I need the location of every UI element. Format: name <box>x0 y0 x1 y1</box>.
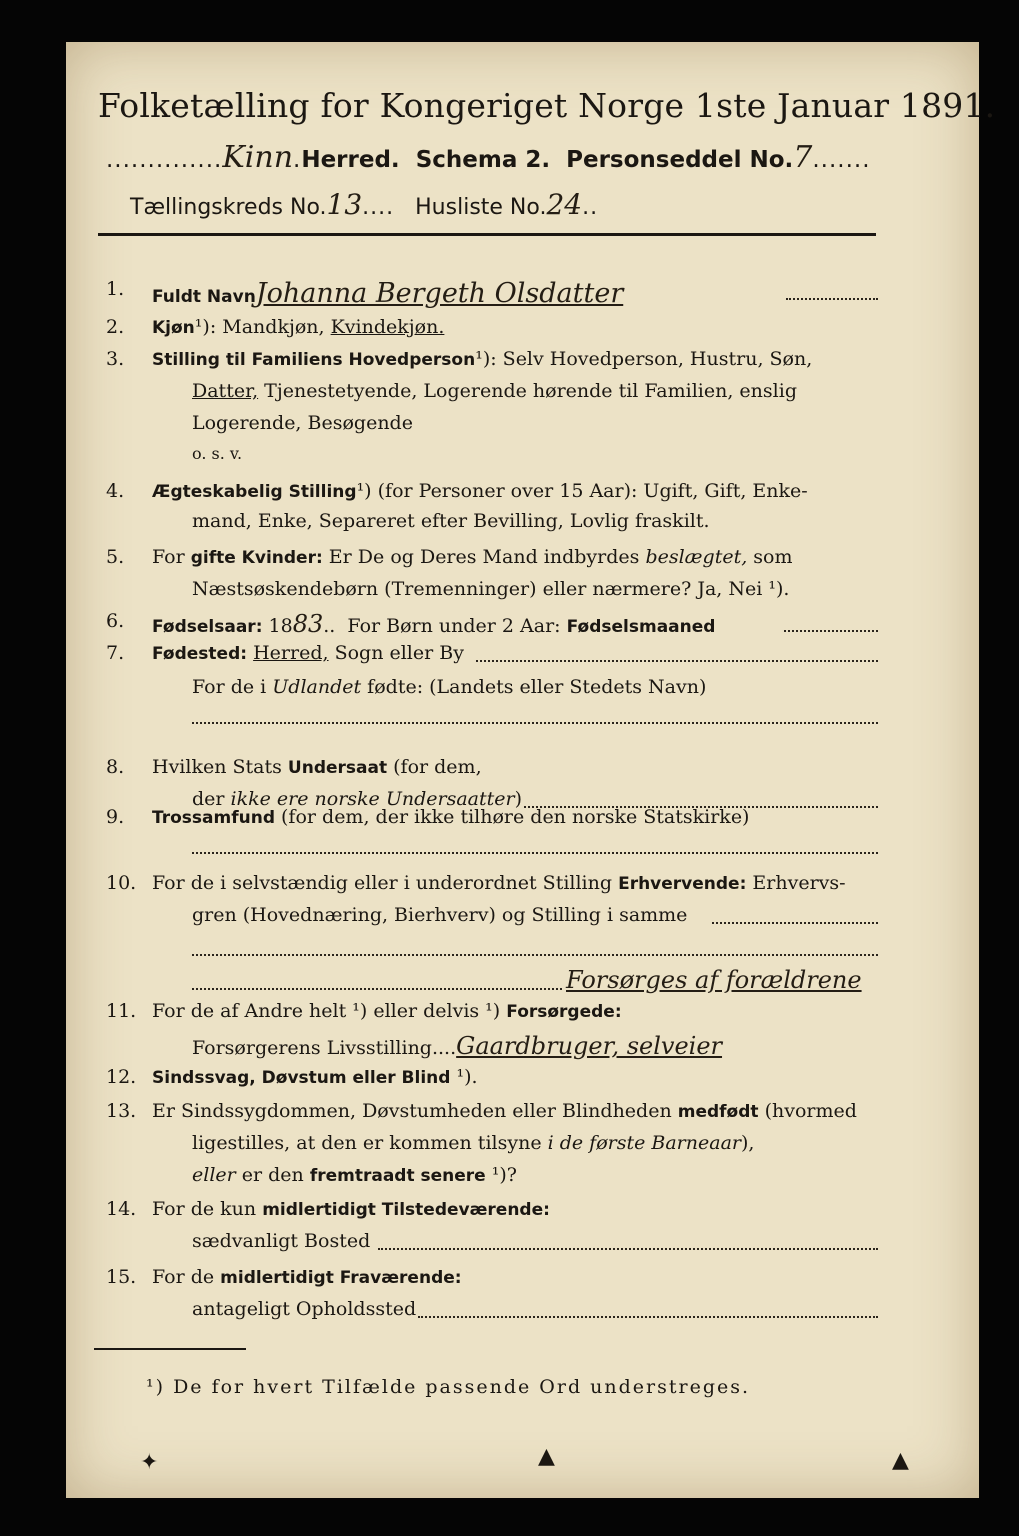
supporter-value: Gaardbruger, selveier <box>456 1032 723 1060</box>
birthplace-label: Fødested: <box>152 644 248 664</box>
birth-year-label: Fødselsaar: <box>152 617 263 637</box>
husliste-value: 24 <box>546 188 583 221</box>
full-name-label: Fuldt Navn <box>152 287 256 307</box>
registration-mark: ✦ <box>140 1450 159 1475</box>
birthplace-selected: Herred, <box>253 642 329 664</box>
kreds-value: 13 <box>326 188 363 221</box>
family-position-selected: Datter, <box>192 380 259 402</box>
dotted-line <box>192 988 562 990</box>
header-rule <box>98 233 876 236</box>
registration-mark: ▲ <box>892 1448 909 1473</box>
footnote: ¹) De for hvert Tilfælde passende Ord understreges. <box>146 1376 751 1398</box>
marital-label: Ægteskabelig Stilling <box>152 482 357 502</box>
herred-value: Kinn <box>222 140 294 175</box>
dotted-line <box>418 1316 878 1318</box>
family-position-label: Stilling til Familiens Hovedperson <box>152 350 476 370</box>
census-form: Folketælling for Kongeriget Norge 1ste Januar 1891. ..............Kinn.Herred. Schema 2. Personseddel No.7....... Tællingskreds No.13.... Husliste No.24.. 1. Fuldt NavnJohanna Bergeth Olsdatter 2. Kjøn¹): Mandkjøn, Kvindekjøn. 3. Stilling til Familiens Hovedperson¹): Selv Hovedperson, Hustru, Søn, Datter, Tjenestetyende, Logerende hørende til Familien, enslig Logerende, Besøgende o. s. v. 4. Ægteskabelig Stilling¹) (for Personer over 15 Aar): Ugift, Gift, Enke- mand, Enke, Separeret efter Bevilling, Lovlig fraskilt. 5. For gifte Kvinder: Er De og Deres Mand indbyrdes beslægtet, som Næstsøskendebørn (Tremenninger) eller nærmere? Ja, Nei ¹). 6. Fødselsaar: 1883.. For Børn under 2 Aar: Fødselsmaaned 7. Fødested: Herred, Sogn eller By For de i Udlandet fødte: (Landets eller Stedets Navn) 8. Hvilken Stats Undersaat (for dem, der ikke ere norske Undersaatter) 9. Trossamfund (for dem, der ikke tilhøre den norske Statskirke) 10. For de i selvstændig eller i underordnet Stilling Erhvervende: Erhvervs- gren (Hovednæring, Bierhverv) og Stilling i samme Forsørges af forældrene 11. For de af Andre helt ¹) eller delvis ¹) Forsørgede: Forsørgerens Livsstilling....Gaardbruger, selveier 12. Sindssvag, Døvstum eller Blind ¹). 13. Er Sindssygdommen, Døvstumheden eller Blindheden medfødt (hvormed ligestilles, at den er kommen tilsyne i de første Barneaar), eller er den fremtraadt senere ¹)? 14. For de kun midlertidigt Tilstedeværende: sædvanligt Bosted 15. For de midlertidigt Fraværende: antageligt Opholdssted ¹) De for hvert Tilfælde passende Ord understreges. ✦ ▲ ▲ <box>66 42 979 1498</box>
kreds-line: Tællingskreds No.13.... Husliste No.24.. <box>130 188 599 221</box>
herred-label: Herred. <box>301 147 400 173</box>
husliste-label: Husliste No. <box>415 195 547 220</box>
kreds-label: Tællingskreds No. <box>130 195 327 220</box>
herred-line: ..............Kinn.Herred. Schema 2. Personseddel No.7....... <box>106 140 871 175</box>
registration-mark: ▲ <box>538 1444 555 1469</box>
footnote-rule <box>94 1348 246 1350</box>
dotted-line <box>192 722 878 724</box>
personseddel-label: Personseddel No. <box>566 147 794 173</box>
dotted-line <box>192 954 878 956</box>
occupation-value: Forsørges af forældrene <box>566 966 862 994</box>
sex-label: Kjøn <box>152 318 195 338</box>
sex-selected: Kvindekjøn. <box>330 316 445 338</box>
form-title: Folketælling for Kongeriget Norge 1ste Januar 1891. <box>98 86 996 125</box>
full-name-value: Johanna Bergeth Olsdatter <box>255 278 624 309</box>
dotted-line <box>378 1248 878 1250</box>
dotted-line <box>712 922 878 924</box>
dotted-line <box>476 660 878 662</box>
dotted-line <box>786 298 878 300</box>
dotted-line <box>784 630 878 632</box>
dotted-line <box>192 852 878 854</box>
birth-year-value: 83 <box>292 610 324 638</box>
schema-label: Schema 2. <box>415 147 551 173</box>
personseddel-value: 7 <box>793 140 813 175</box>
